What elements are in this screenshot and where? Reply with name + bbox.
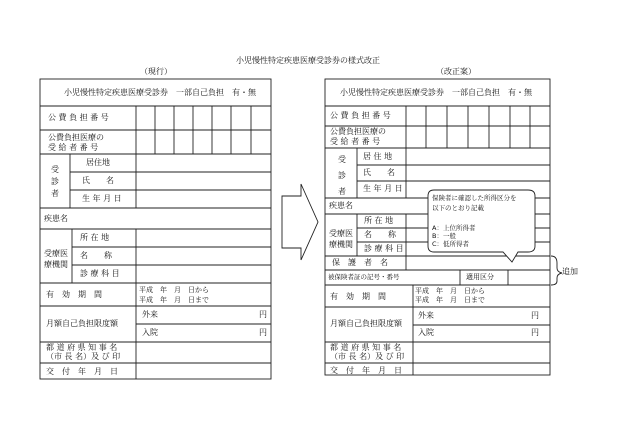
revised-inst-name-label: 名 称 xyxy=(364,230,396,239)
callout-option-c: C：低所得者 xyxy=(432,240,470,248)
revised-disease-label: 疾患名 xyxy=(329,201,353,210)
revised-insurer-symbol-label: 被保険者証の記号・番号 xyxy=(328,273,400,281)
revised-guardian-label: 保 護 者 名 xyxy=(332,258,388,267)
revised-department-label: 診 療 科 目 xyxy=(364,244,404,253)
current-caption: （現行） xyxy=(140,67,172,76)
addition-label: 追加 xyxy=(562,267,578,276)
callout-line-1: 保険者に確認した所得区分を xyxy=(432,194,517,202)
current-limit-label: 月額自己負担限度額 xyxy=(46,319,118,328)
current-name-label: 氏 名 xyxy=(82,176,114,185)
revised-birthdate-label: 生 年 月 日 xyxy=(363,184,403,193)
revised-institution-group-label: 受療医 療機関 xyxy=(329,229,353,249)
current-valid-to: 平成 年 月 日まで xyxy=(139,296,209,304)
revised-governor-label-1: 都 道 府 県 知 事 名 xyxy=(330,343,402,352)
current-recipient-label-2: 受 給 者 番 号 xyxy=(48,143,99,152)
current-yen-1: 円 xyxy=(259,310,267,319)
current-address-label: 居住地 xyxy=(86,158,110,167)
revised-issue-date-label: 交 付 年 月 日 xyxy=(330,366,402,375)
revised-recipient-label-1: 公費負担医療の xyxy=(330,127,386,136)
current-disease-label: 疾患名 xyxy=(44,214,68,223)
current-recipient-label-1: 公費負担医療の xyxy=(48,133,104,142)
revised-form-title: 小児慢性特定疾患医療受診券 一部自己負担 有・無 xyxy=(340,88,532,97)
current-valid-from: 平成 年 月 日から xyxy=(139,286,209,294)
revised-yen-2: 円 xyxy=(531,328,539,337)
revised-inst-address-label: 所 在 地 xyxy=(364,216,394,225)
callout-option-a: A：上位所得者 xyxy=(432,224,476,232)
current-payer-number-label: 公 費 負 担 番 号 xyxy=(48,113,109,122)
revised-limit-label: 月額自己負担限度額 xyxy=(330,319,402,328)
revised-address-label: 居 住 地 xyxy=(363,152,393,161)
current-governor-label-2: （市 長 名）及 び 印 xyxy=(46,352,121,361)
current-outpatient-label: 外来 xyxy=(142,310,158,319)
revised-validity-label: 有 効 期 間 xyxy=(330,292,386,301)
revised-governor-label-2: （市 長 名）及 び 印 xyxy=(330,352,405,361)
current-validity-label: 有 効 期 間 xyxy=(46,290,102,299)
current-inst-name-label: 名 称 xyxy=(80,251,112,260)
current-institution-group-label: 受療医 療機関 xyxy=(44,249,68,269)
revised-outpatient-label: 外来 xyxy=(418,311,434,320)
revised-valid-from: 平成 年 月 日から xyxy=(415,287,485,295)
revised-applied-class-label: 適用区分 xyxy=(466,273,494,281)
revised-name-label: 氏 名 xyxy=(363,168,395,177)
revised-inpatient-label: 入院 xyxy=(418,328,434,337)
arrow-right-icon xyxy=(282,184,318,260)
current-yen-2: 円 xyxy=(259,328,267,337)
revised-recipient-label-2: 受 給 者 番 号 xyxy=(330,137,381,146)
revised-valid-to: 平成 年 月 日まで xyxy=(415,296,485,304)
current-governor-label-1: 都 道 府 県 知 事 名 xyxy=(46,343,118,352)
current-issue-date-label: 交 付 年 月 日 xyxy=(46,367,118,376)
current-inst-address-label: 所 在 地 xyxy=(80,233,110,242)
revised-payer-number-label: 公 費 負 担 番 号 xyxy=(330,111,391,120)
revised-caption: （改正案） xyxy=(436,67,476,76)
current-form-title: 小児慢性特定疾患医療受診券 一部自己負担 有・無 xyxy=(64,88,256,97)
revised-yen-1: 円 xyxy=(531,311,539,320)
current-inpatient-label: 入院 xyxy=(142,328,158,337)
current-department-label: 診 療 科 目 xyxy=(80,269,120,278)
callout-line-2: 以下のとおり記載 xyxy=(432,204,484,212)
current-birthdate-label: 生 年 月 日 xyxy=(82,194,122,203)
callout-option-b: B：一般 xyxy=(432,232,456,240)
page-title: 小児慢性特定疾患医療受診券の様式改正 xyxy=(236,56,380,65)
current-patient-group-label: 受 診 者 xyxy=(51,165,59,198)
revised-patient-group-label: 受 診 者 xyxy=(338,155,346,196)
